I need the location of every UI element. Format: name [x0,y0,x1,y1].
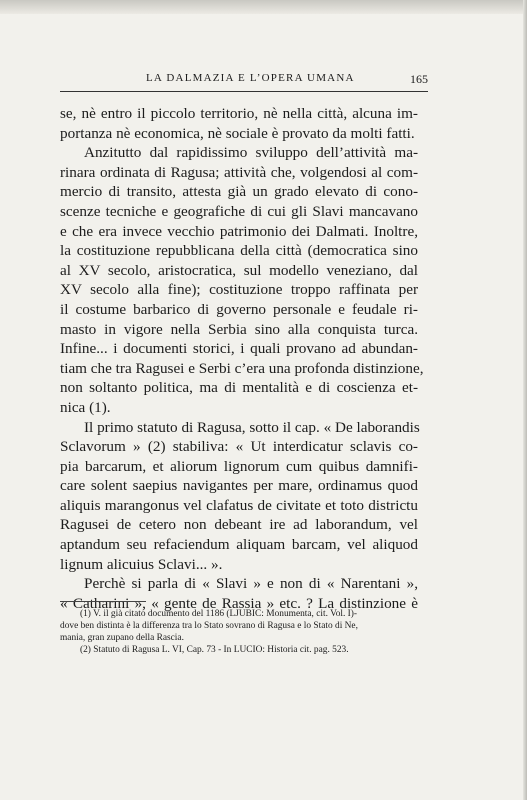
text-line: se, nè entro il piccolo territorio, nè nella città, alcuna im- [60,105,418,122]
header-rule [60,91,428,92]
footnote-line: mania, gran zupano della Rascia. [60,633,184,643]
running-title: LA DALMAZIA E L’OPERA UMANA [146,72,355,84]
text-line: care solent saepius navigantes per mare, ordinamus quod [60,477,418,495]
footnote-line: dove ben distinta è la differenza tra lo Stato sovrano di Ragusa e lo Stato di Ne, [60,621,358,631]
text-line: XV secolo alla fine); costituzione troppo raffinata per [60,281,418,299]
footnote-line: (1) V. il già citato documento del 1186 (LJUBIC: Monumenta, cit. Vol. I)- [80,609,358,619]
text-line: al XV secolo, aristocratica, sul modello veneziano, dal [60,261,418,279]
text-line: « Catharini », « gente de Rassia » etc. ? La distinzione è [60,594,418,612]
text-line: Il primo statuto di Ragusa, sotto il cap. « De laborandis [84,418,420,436]
text-line: Sclavorum » (2) stabiliva: « Ut interdicatur sclavis co- [60,438,418,456]
text-line: Infine... i documenti storici, i quali provano ad abundan- [60,340,418,358]
footnotes [60,608,420,656]
text-line: pia barcarum, et aliorum lignorum cum quibus damnifi- [60,457,418,475]
text-line: nica (1). [60,398,111,416]
text-line: Anzitutto dal rapidissimo sviluppo dell’attività ma- [84,144,418,162]
text-line: scenze tecniche e geografiche di cui gli Slavi mancavano [60,202,418,220]
footnote-rule [60,601,146,602]
text-line: tiam che tra Ragusei e Serbi c’era una profonda distinzione, [60,359,424,377]
text-line: mercio di transito, attesta già un grado elevato di cono- [60,183,418,201]
text-line: Perchè si parla di « Slavi » e non di « Narentani », [84,575,418,593]
text-line: aliquis marangonus vel clafatus de civitate et toto districtu [60,496,418,514]
scan-top-shadow [0,0,527,14]
running-header [60,70,428,90]
text-line: e che era invece vecchio patrimonio dei Dalmati. Inoltre, [60,222,418,240]
text-line: aptandum seu refaciendum aliquam barcam, vel aliquod [60,536,418,554]
text-line: lignum alicuius Sclavi... ». [60,555,223,573]
page-number: 165 [410,72,428,86]
body-text [60,104,424,613]
text-line: masto in vigore nella Serbia sino alla conquista turca. [60,320,418,338]
text-line: rinara ordinata di Ragusa; attività che, volgendosi al com- [60,163,418,181]
scan-right-edge [523,0,527,800]
text-line: non soltanto politica, ma di mentalità e di coscienza et- [60,379,418,397]
text-line: Ragusei de cetero non debeant ire ad laborandum, vel [60,516,418,534]
text-line: portanza nè economica, nè sociale è provato da molti fatti. [60,124,415,142]
paragraph [60,418,418,575]
paragraph [60,104,418,143]
footnote-line: (2) Statuto di Ragusa L. VI, Cap. 73 - In LUCIO: Historia cit. pag. 523. [80,645,349,655]
text-line: il costume barbarico di governo personale e feudale ri- [60,300,418,318]
text-line: la costituzione repubblicana della città (democratica sino [60,242,418,260]
paragraph [60,143,424,417]
